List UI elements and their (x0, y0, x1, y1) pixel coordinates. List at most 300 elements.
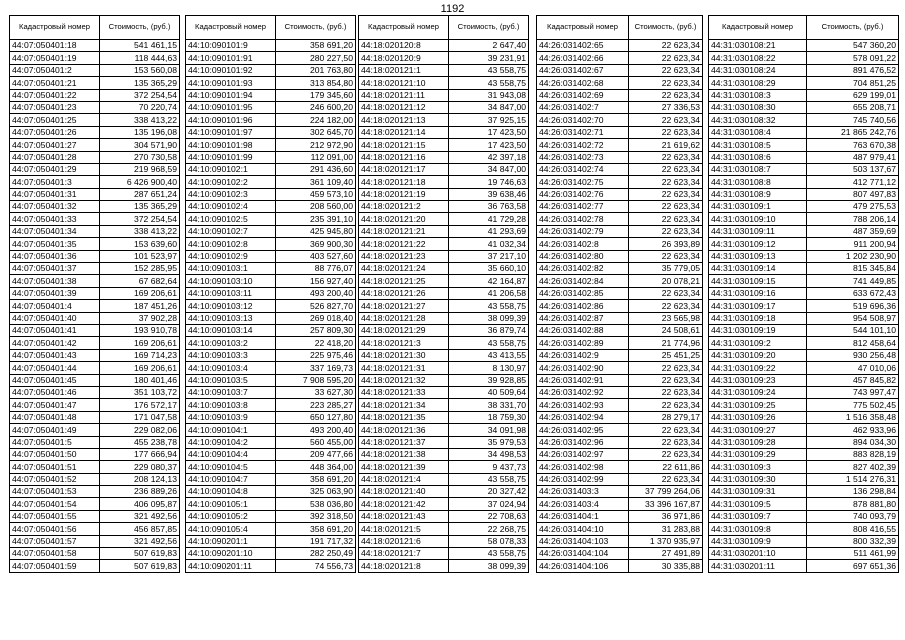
cadastral-number-cell: 44:26:031402:80 (537, 250, 629, 262)
cost-cell: 38 099,39 (449, 560, 529, 572)
cadastral-number-cell: 44:18:020121:29 (359, 324, 449, 336)
table-row (186, 362, 356, 374)
table-row (709, 40, 899, 52)
cadastral-number-cell: 44:10:090102:4 (186, 201, 276, 213)
cost-cell: 35 660,10 (449, 263, 529, 275)
cadastral-number-cell: 44:31:030109:8 (709, 523, 807, 535)
cadastral-number-cell: 44:26:031402:98 (537, 461, 629, 473)
table-row (359, 176, 529, 188)
table-row (537, 324, 703, 336)
cadastral-number-cell: 44:10:090104:4 (186, 448, 276, 460)
cost-cell: 487 359,69 (807, 225, 899, 237)
cadastral-number-cell: 44:07:050401:40 (10, 312, 100, 324)
cost-cell: 369 900,30 (276, 238, 356, 250)
cost-cell: 41 293,69 (449, 225, 529, 237)
cadastral-number-cell: 44:31:030109:14 (709, 263, 807, 275)
table-row (186, 486, 356, 498)
header-cadastral-number: Кадастровый номер (10, 16, 100, 40)
cost-cell: 930 256,48 (807, 349, 899, 361)
cost-cell: 544 101,10 (807, 324, 899, 336)
cadastral-number-cell: 44:07:050401:23 (10, 101, 100, 113)
table-row (359, 201, 529, 213)
table-row (186, 101, 356, 113)
cadastral-number-cell: 44:10:090104:7 (186, 473, 276, 485)
table-row (10, 213, 180, 225)
cadastral-number-cell: 44:07:050401:33 (10, 213, 100, 225)
table-row (186, 275, 356, 287)
table-row (709, 448, 899, 460)
table-row (709, 461, 899, 473)
cadastral-number-cell: 44:18:020121:10 (359, 77, 449, 89)
cadastral-number-cell: 44:31:030109:3 (709, 461, 807, 473)
cost-cell: 169 206,61 (100, 287, 180, 299)
cadastral-number-cell: 44:31:030109:13 (709, 250, 807, 262)
cadastral-number-cell: 44:31:030108:21 (709, 40, 807, 52)
table-row (537, 424, 703, 436)
cost-cell: 287 651,24 (100, 188, 180, 200)
cost-cell: 36 971,86 (629, 510, 703, 522)
cadastral-number-cell: 44:31:030108:8 (709, 176, 807, 188)
table-row (359, 411, 529, 423)
cost-cell: 269 018,40 (276, 312, 356, 324)
cadastral-number-cell: 44:18:020121:14 (359, 126, 449, 138)
cadastral-number-cell: 44:31:030109:2 (709, 337, 807, 349)
cost-cell: 180 401,46 (100, 374, 180, 386)
cadastral-number-cell: 44:26:031402:90 (537, 362, 629, 374)
cadastral-number-cell: 44:31:030109:20 (709, 349, 807, 361)
table-row (186, 399, 356, 411)
table-row (186, 52, 356, 64)
cost-cell: 788 206,14 (807, 213, 899, 225)
cadastral-number-cell: 44:10:090101:97 (186, 126, 276, 138)
table-row (186, 448, 356, 460)
table-row (537, 263, 703, 275)
table-row (186, 312, 356, 324)
cost-cell: 22 623,34 (629, 77, 703, 89)
table-row (537, 448, 703, 460)
cost-cell: 650 127,80 (276, 411, 356, 423)
cadastral-number-cell: 44:26:031402:68 (537, 77, 629, 89)
table-row (537, 151, 703, 163)
table-row (359, 523, 529, 535)
cost-cell: 337 169,73 (276, 362, 356, 374)
table-row (186, 436, 356, 448)
table-row (709, 151, 899, 163)
table-row (359, 560, 529, 572)
table-row (709, 523, 899, 535)
cadastral-number-cell: 44:31:030109:27 (709, 424, 807, 436)
cost-cell: 22 623,34 (629, 374, 703, 386)
table-row (709, 337, 899, 349)
table-row (709, 101, 899, 113)
table-row (10, 250, 180, 262)
table-row (359, 287, 529, 299)
cost-cell: 812 458,64 (807, 337, 899, 349)
cadastral-number-cell: 44:18:020121:37 (359, 436, 449, 448)
cadastral-number-cell: 44:26:031402:82 (537, 263, 629, 275)
cost-cell: 43 558,75 (449, 77, 529, 89)
cadastral-number-cell: 44:18:020121:15 (359, 139, 449, 151)
cost-cell: 503 137,67 (807, 163, 899, 175)
cadastral-number-cell: 44:26:031402:75 (537, 176, 629, 188)
table-row (359, 510, 529, 522)
cost-cell: 282 250,49 (276, 548, 356, 560)
table-row (10, 300, 180, 312)
table-row (186, 324, 356, 336)
cost-cell: 37 925,15 (449, 114, 529, 126)
cadastral-number-cell: 44:10:090105:2 (186, 510, 276, 522)
table-row (10, 139, 180, 151)
cost-cell: 280 227,50 (276, 52, 356, 64)
cost-cell: 35 779,05 (629, 263, 703, 275)
table-row (10, 386, 180, 398)
cadastral-number-cell: 44:26:031403:4 (537, 498, 629, 510)
table-row (10, 225, 180, 237)
table-row (10, 287, 180, 299)
table-row (709, 362, 899, 374)
cadastral-number-cell: 44:07:050401:35 (10, 238, 100, 250)
cost-cell: 372 254,54 (100, 89, 180, 101)
cost-cell: 208 560,00 (276, 201, 356, 213)
table-row (10, 324, 180, 336)
cadastral-number-cell: 44:31:030108:30 (709, 101, 807, 113)
cadastral-number-cell: 44:07:050401:47 (10, 399, 100, 411)
table-row (537, 362, 703, 374)
table-row (359, 424, 529, 436)
table-row (359, 52, 529, 64)
cost-cell: 291 436,60 (276, 163, 356, 175)
table-row (359, 89, 529, 101)
cost-cell: 24 508,61 (629, 324, 703, 336)
table-row (186, 188, 356, 200)
cadastral-number-cell: 44:18:020121:17 (359, 163, 449, 175)
cadastral-number-cell: 44:26:031404:10 (537, 523, 629, 535)
table-row (537, 176, 703, 188)
cost-cell: 361 109,40 (276, 176, 356, 188)
cadastral-number-cell: 44:10:090103:9 (186, 411, 276, 423)
cost-cell: 22 623,34 (629, 225, 703, 237)
cost-cell: 2 647,40 (449, 40, 529, 52)
cadastral-number-cell: 44:07:050401:39 (10, 287, 100, 299)
cadastral-number-cell: 44:31:030108:7 (709, 163, 807, 175)
cadastral-number-cell: 44:18:020121:28 (359, 312, 449, 324)
table-row (537, 163, 703, 175)
cadastral-number-cell: 44:07:050401:19 (10, 52, 100, 64)
cost-cell: 358 691,20 (276, 40, 356, 52)
cadastral-number-cell: 44:10:090103:14 (186, 324, 276, 336)
cadastral-number-cell: 44:26:031402:8 (537, 238, 629, 250)
cadastral-number-cell: 44:07:050401:41 (10, 324, 100, 336)
cadastral-number-cell: 44:18:020121:26 (359, 287, 449, 299)
cadastral-number-cell: 44:26:031402:71 (537, 126, 629, 138)
table-row (709, 163, 899, 175)
table-row (10, 411, 180, 423)
table-row (186, 126, 356, 138)
table-row (186, 386, 356, 398)
cost-cell: 22 623,34 (629, 163, 703, 175)
table-row (359, 250, 529, 262)
table-row (709, 238, 899, 250)
cadastral-number-cell: 44:18:020121:25 (359, 275, 449, 287)
table-row (709, 300, 899, 312)
table-row (709, 213, 899, 225)
cost-cell: 27 336,53 (629, 101, 703, 113)
cadastral-number-cell: 44:10:090103:10 (186, 275, 276, 287)
cost-cell: 33 396 167,87 (629, 498, 703, 510)
cadastral-number-cell: 44:31:030108:9 (709, 188, 807, 200)
cost-cell: 578 091,22 (807, 52, 899, 64)
cost-cell: 22 623,34 (629, 473, 703, 485)
cadastral-number-cell: 44:18:020121:7 (359, 548, 449, 560)
registry-table-5 (708, 15, 899, 573)
table-row (537, 386, 703, 398)
table-row (537, 250, 703, 262)
cost-cell: 201 763,80 (276, 64, 356, 76)
cadastral-number-cell: 44:31:030108:22 (709, 52, 807, 64)
table-row (359, 337, 529, 349)
table-row (359, 275, 529, 287)
cadastral-number-cell: 44:07:050401:25 (10, 114, 100, 126)
cost-cell: 118 444,63 (100, 52, 180, 64)
table-row (537, 89, 703, 101)
cadastral-number-cell: 44:26:031402:85 (537, 287, 629, 299)
table-row (359, 139, 529, 151)
cadastral-number-cell: 44:26:031404:1 (537, 510, 629, 522)
cost-cell: 8 130,97 (449, 362, 529, 374)
table-row (709, 201, 899, 213)
cost-cell: 67 682,64 (100, 275, 180, 287)
cadastral-number-cell: 44:10:090101:91 (186, 52, 276, 64)
cadastral-number-cell: 44:18:020121:6 (359, 535, 449, 547)
cost-cell: 883 828,19 (807, 448, 899, 460)
table-row (359, 114, 529, 126)
cost-cell: 22 623,34 (629, 188, 703, 200)
cadastral-number-cell: 44:07:050401:42 (10, 337, 100, 349)
table-row (537, 523, 703, 535)
cadastral-number-cell: 44:10:090103:13 (186, 312, 276, 324)
table-row (10, 77, 180, 89)
cost-cell: 37 799 264,06 (629, 486, 703, 498)
cost-cell: 43 558,75 (449, 300, 529, 312)
cadastral-number-cell: 44:10:090102:8 (186, 238, 276, 250)
cost-cell: 152 285,95 (100, 263, 180, 275)
cost-cell: 808 416,55 (807, 523, 899, 535)
cadastral-number-cell: 44:31:030109:18 (709, 312, 807, 324)
cost-cell: 31 943,08 (449, 89, 529, 101)
cost-cell: 17 423,50 (449, 126, 529, 138)
cost-cell: 462 933,96 (807, 424, 899, 436)
cadastral-number-cell: 44:18:020121:1 (359, 64, 449, 76)
table-row (10, 188, 180, 200)
table-row (709, 386, 899, 398)
table-row (537, 461, 703, 473)
cadastral-number-cell: 44:07:050401:44 (10, 362, 100, 374)
table-row (186, 548, 356, 560)
table-row (359, 188, 529, 200)
cost-cell: 21 865 242,76 (807, 126, 899, 138)
cadastral-number-cell: 44:07:050401:51 (10, 461, 100, 473)
table-row (10, 560, 180, 572)
table-row (186, 263, 356, 275)
cost-cell: 153 639,60 (100, 238, 180, 250)
cost-cell: 22 623,34 (629, 399, 703, 411)
cost-cell: 112 091,00 (276, 151, 356, 163)
table-row (10, 163, 180, 175)
cadastral-number-cell: 44:31:030109:24 (709, 386, 807, 398)
cadastral-number-cell: 44:26:031403:3 (537, 486, 629, 498)
cost-cell: 22 623,34 (629, 386, 703, 398)
table-row (359, 263, 529, 275)
cost-cell: 176 572,17 (100, 399, 180, 411)
cadastral-number-cell: 44:18:020121:38 (359, 448, 449, 460)
table-row (10, 349, 180, 361)
cost-cell: 187 451,26 (100, 300, 180, 312)
cost-cell: 42 397,18 (449, 151, 529, 163)
cadastral-number-cell: 44:10:090103:4 (186, 362, 276, 374)
cost-cell: 43 558,75 (449, 473, 529, 485)
cadastral-number-cell: 44:18:020121:27 (359, 300, 449, 312)
cost-cell: 39 231,91 (449, 52, 529, 64)
cost-cell: 560 455,00 (276, 436, 356, 448)
table-row (359, 448, 529, 460)
cost-cell: 22 623,34 (629, 89, 703, 101)
table-row (359, 399, 529, 411)
table-row (537, 114, 703, 126)
table-row (709, 250, 899, 262)
cost-cell: 1 370 935,97 (629, 535, 703, 547)
table-row (10, 312, 180, 324)
cost-cell: 7 908 595,20 (276, 374, 356, 386)
cost-cell: 224 182,00 (276, 114, 356, 126)
cost-cell: 954 508,97 (807, 312, 899, 324)
cost-cell: 19 746,63 (449, 176, 529, 188)
cost-cell: 338 413,22 (100, 225, 180, 237)
table-row (10, 399, 180, 411)
cadastral-number-cell: 44:18:020121:42 (359, 498, 449, 510)
table-row (186, 523, 356, 535)
table-row (709, 510, 899, 522)
registry-table-2 (185, 15, 356, 573)
header-cost: Стоимость, (руб.) (276, 16, 356, 40)
table-row (359, 436, 529, 448)
cadastral-number-cell: 44:18:020121:39 (359, 461, 449, 473)
cadastral-number-cell: 44:26:031402:65 (537, 40, 629, 52)
cadastral-number-cell: 44:26:031402:88 (537, 324, 629, 336)
table-row (10, 498, 180, 510)
cost-cell: 448 364,00 (276, 461, 356, 473)
table-row (186, 64, 356, 76)
cadastral-number-cell: 44:07:050401:54 (10, 498, 100, 510)
table-row (359, 64, 529, 76)
cost-cell: 34 091,98 (449, 424, 529, 436)
cost-cell: 815 345,84 (807, 263, 899, 275)
cadastral-number-cell: 44:07:050401:53 (10, 486, 100, 498)
cadastral-number-cell: 44:10:090102:9 (186, 250, 276, 262)
cost-cell: 43 558,75 (449, 337, 529, 349)
cadastral-number-cell: 44:18:020121:21 (359, 225, 449, 237)
cadastral-number-cell: 44:18:020121:32 (359, 374, 449, 386)
table-row (10, 64, 180, 76)
cadastral-number-cell: 44:18:020121:20 (359, 213, 449, 225)
cost-cell: 507 619,83 (100, 548, 180, 560)
cost-cell: 22 623,34 (629, 151, 703, 163)
cadastral-number-cell: 44:26:031402:72 (537, 139, 629, 151)
header-cadastral-number: Кадастровый номер (709, 16, 807, 40)
cadastral-number-cell: 44:31:030109:29 (709, 448, 807, 460)
table-row (186, 225, 356, 237)
table-row (359, 535, 529, 547)
cadastral-number-cell: 44:10:090103:2 (186, 337, 276, 349)
cost-cell: 538 036,80 (276, 498, 356, 510)
cadastral-number-cell: 44:31:030108:3 (709, 89, 807, 101)
cost-cell: 487 979,41 (807, 151, 899, 163)
cost-cell: 547 360,20 (807, 40, 899, 52)
cost-cell: 30 335,88 (629, 560, 703, 572)
cost-cell: 403 527,60 (276, 250, 356, 262)
cadastral-number-cell: 44:18:020121:23 (359, 250, 449, 262)
cost-cell: 22 611,86 (629, 461, 703, 473)
cadastral-number-cell: 44:10:090102:1 (186, 163, 276, 175)
cost-cell: 235 391,10 (276, 213, 356, 225)
cadastral-number-cell: 44:07:050401:38 (10, 275, 100, 287)
table-row (186, 374, 356, 386)
cost-cell: 22 623,34 (629, 300, 703, 312)
cadastral-number-cell: 44:07:050401:2 (10, 64, 100, 76)
cost-cell: 457 845,82 (807, 374, 899, 386)
table-row (10, 461, 180, 473)
cost-cell: 31 283,88 (629, 523, 703, 535)
cost-cell: 22 268,75 (449, 523, 529, 535)
header-cost: Стоимость, (руб.) (449, 16, 529, 40)
cadastral-number-cell: 44:18:020121:18 (359, 176, 449, 188)
cadastral-number-cell: 44:10:090103:8 (186, 399, 276, 411)
table-row (186, 114, 356, 126)
cadastral-number-cell: 44:18:020121:11 (359, 89, 449, 101)
cadastral-number-cell: 44:31:030109:12 (709, 238, 807, 250)
table-row (537, 238, 703, 250)
cadastral-number-cell: 44:18:020121:35 (359, 411, 449, 423)
cost-cell: 41 729,28 (449, 213, 529, 225)
cost-cell: 101 523,97 (100, 250, 180, 262)
cost-cell: 40 509,64 (449, 386, 529, 398)
cost-cell: 878 881,80 (807, 498, 899, 510)
cadastral-number-cell: 44:07:050401:27 (10, 139, 100, 151)
cost-cell: 891 476,52 (807, 64, 899, 76)
table-row (359, 548, 529, 560)
cost-cell: 22 623,34 (629, 126, 703, 138)
table-row (709, 424, 899, 436)
cadastral-number-cell: 44:18:020121:36 (359, 424, 449, 436)
cost-cell: 38 331,70 (449, 399, 529, 411)
cost-cell: 219 968,59 (100, 163, 180, 175)
cost-cell: 827 402,39 (807, 461, 899, 473)
table-row (359, 498, 529, 510)
cost-cell: 208 124,13 (100, 473, 180, 485)
cadastral-number-cell: 44:07:050401:59 (10, 560, 100, 572)
table-row (537, 535, 703, 547)
cost-cell: 22 623,34 (629, 436, 703, 448)
table-row (709, 114, 899, 126)
cadastral-number-cell: 44:18:020120:8 (359, 40, 449, 52)
cadastral-number-cell: 44:26:031402:78 (537, 213, 629, 225)
table-row (10, 337, 180, 349)
table-row (10, 374, 180, 386)
table-row (10, 114, 180, 126)
cost-cell: 38 099,39 (449, 312, 529, 324)
cadastral-number-cell: 44:07:050401:50 (10, 448, 100, 460)
cadastral-number-cell: 44:18:020121:19 (359, 188, 449, 200)
table-row (186, 473, 356, 485)
